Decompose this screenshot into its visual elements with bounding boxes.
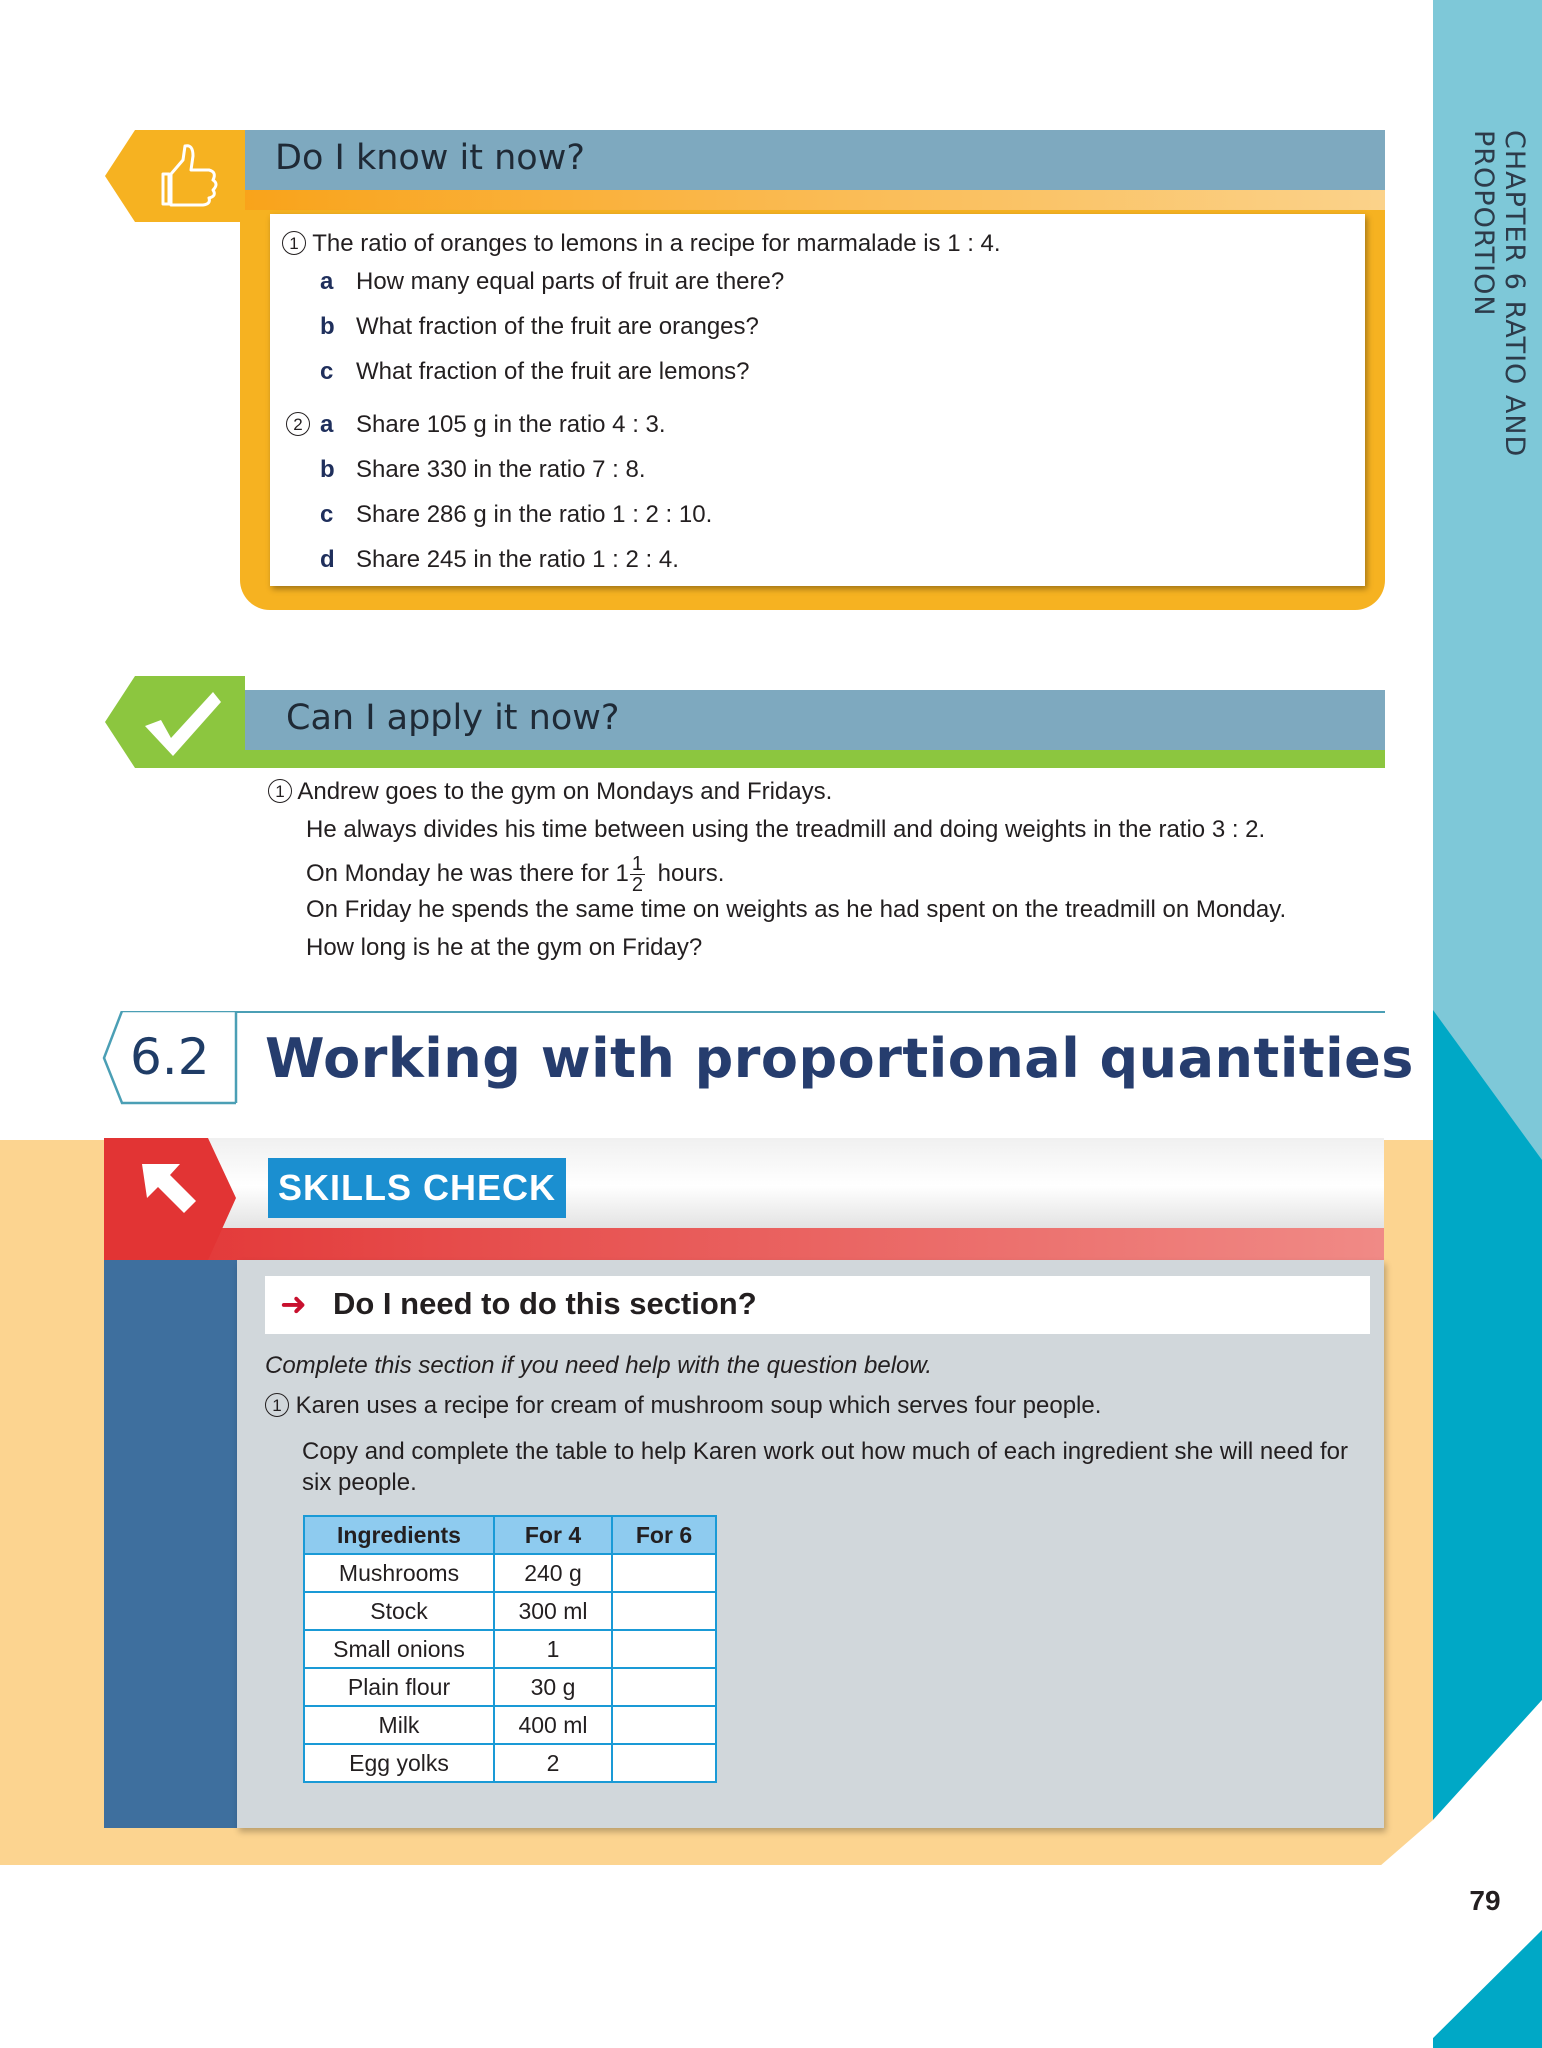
ciai-q1-line5: How long is he at the gym on Friday? bbox=[306, 934, 703, 961]
table-cell: 1 bbox=[494, 1630, 612, 1668]
can-i-apply-stripe bbox=[240, 750, 1385, 768]
dikn-q1-stem bbox=[282, 230, 1001, 258]
dikn-q1b: b What fraction of the fruit are oranges? bbox=[320, 313, 759, 340]
dikn-q1c: c What fraction of the fruit are lemons? bbox=[320, 358, 750, 385]
table-cell: Plain flour bbox=[304, 1668, 494, 1706]
skills-intro: Complete this section if you need help with the question below. bbox=[265, 1352, 933, 1379]
table-cell: 300 ml bbox=[494, 1592, 612, 1630]
ciai-q1-line2: He always divides his time between using the treadmill and doing weights in the ratio 3 : 2. bbox=[306, 816, 1266, 843]
table-header: Ingredients bbox=[304, 1516, 494, 1554]
table-cell: 30 g bbox=[494, 1668, 612, 1706]
checkmark-badge bbox=[105, 676, 245, 768]
chapter-title: CHAPTER 6 RATIO AND PROPORTION bbox=[1468, 130, 1530, 458]
dikn-q2-number bbox=[286, 411, 310, 439]
table-row bbox=[304, 1744, 716, 1782]
table-cell bbox=[612, 1554, 716, 1592]
question-number: 1 bbox=[265, 1393, 289, 1417]
table-cell bbox=[612, 1592, 716, 1630]
question-number: 1 bbox=[268, 779, 292, 803]
table-header: For 6 bbox=[612, 1516, 716, 1554]
dikn-q2b: b Share 330 in the ratio 7 : 8. bbox=[320, 456, 646, 483]
ciai-q1-line3: On Monday he was there for 1 $\frac{1}{2}$ hours. bbox=[306, 853, 725, 896]
skills-bg-corner bbox=[1380, 1820, 1440, 1866]
skills-q1: 1 Karen uses a recipe for cream of mushroom soup which serves four people. bbox=[265, 1392, 1101, 1420]
do-i-need-title: Do I need to do this section? bbox=[333, 1286, 757, 1321]
ingredients-table bbox=[303, 1515, 717, 1783]
dikn-q1a: a How many equal parts of fruit are there? bbox=[320, 268, 785, 295]
skills-check-badge bbox=[104, 1138, 236, 1260]
ingredients-table-wrapper bbox=[303, 1515, 717, 1783]
table-cell bbox=[612, 1630, 716, 1668]
table-cell: 2 bbox=[494, 1744, 612, 1782]
table-row bbox=[304, 1592, 716, 1630]
table-cell: 400 ml bbox=[494, 1706, 612, 1744]
section-number: 6.2 bbox=[130, 1028, 210, 1086]
ciai-q1-line1: 1 Andrew goes to the gym on Mondays and Fridays. bbox=[268, 778, 832, 806]
table-header-row bbox=[304, 1516, 716, 1554]
thumbs-up-badge bbox=[105, 130, 245, 222]
skills-left-strip bbox=[104, 1258, 237, 1828]
table-cell: Mushrooms bbox=[304, 1554, 494, 1592]
table-cell: Small onions bbox=[304, 1630, 494, 1668]
section-line bbox=[235, 1011, 1385, 1013]
dikn-q1-text: The ratio of oranges to lemons in a recipe for marmalade is 1 : 4. bbox=[312, 230, 1001, 257]
page-number: 79 bbox=[1469, 1885, 1501, 1916]
question-number: 2 bbox=[286, 412, 310, 436]
fraction: $\frac{1}{2}$ bbox=[631, 853, 643, 896]
dikn-q2a: a Share 105 g in the ratio 4 : 3. bbox=[320, 411, 666, 438]
table-row bbox=[304, 1630, 716, 1668]
table-cell: Stock bbox=[304, 1592, 494, 1630]
table-cell: 240 g bbox=[494, 1554, 612, 1592]
dikn-q2c: c Share 286 g in the ratio 1 : 2 : 10. bbox=[320, 501, 713, 528]
do-i-know-frame-top bbox=[240, 190, 1385, 210]
table-header: For 4 bbox=[494, 1516, 612, 1554]
skills-instruction: Copy and complete the table to help Karen work out how much of each ingredient she will need for six people. bbox=[302, 1438, 1348, 1496]
table-cell: Milk bbox=[304, 1706, 494, 1744]
skills-check-label: SKILLS CHECK bbox=[268, 1158, 566, 1218]
question-number: 1 bbox=[282, 231, 306, 255]
dikn-q2d: d Share 245 in the ratio 1 : 2 : 4. bbox=[320, 546, 679, 573]
section-title: Working with proportional quantities bbox=[265, 1027, 1414, 1090]
skills-check-banner-stripe bbox=[104, 1228, 1384, 1260]
arrow-right-icon: ➜ bbox=[280, 1286, 307, 1322]
table-row bbox=[304, 1668, 716, 1706]
table-cell bbox=[612, 1706, 716, 1744]
table-cell bbox=[612, 1744, 716, 1782]
do-i-know-title: Do I know it now? bbox=[275, 138, 585, 178]
table-row bbox=[304, 1706, 716, 1744]
table-row bbox=[304, 1554, 716, 1592]
can-i-apply-title: Can I apply it now? bbox=[286, 698, 620, 738]
table-cell: Egg yolks bbox=[304, 1744, 494, 1782]
ciai-q1-line4: On Friday he spends the same time on weights as he had spent on the treadmill on Monday. bbox=[306, 896, 1287, 923]
table-cell bbox=[612, 1668, 716, 1706]
